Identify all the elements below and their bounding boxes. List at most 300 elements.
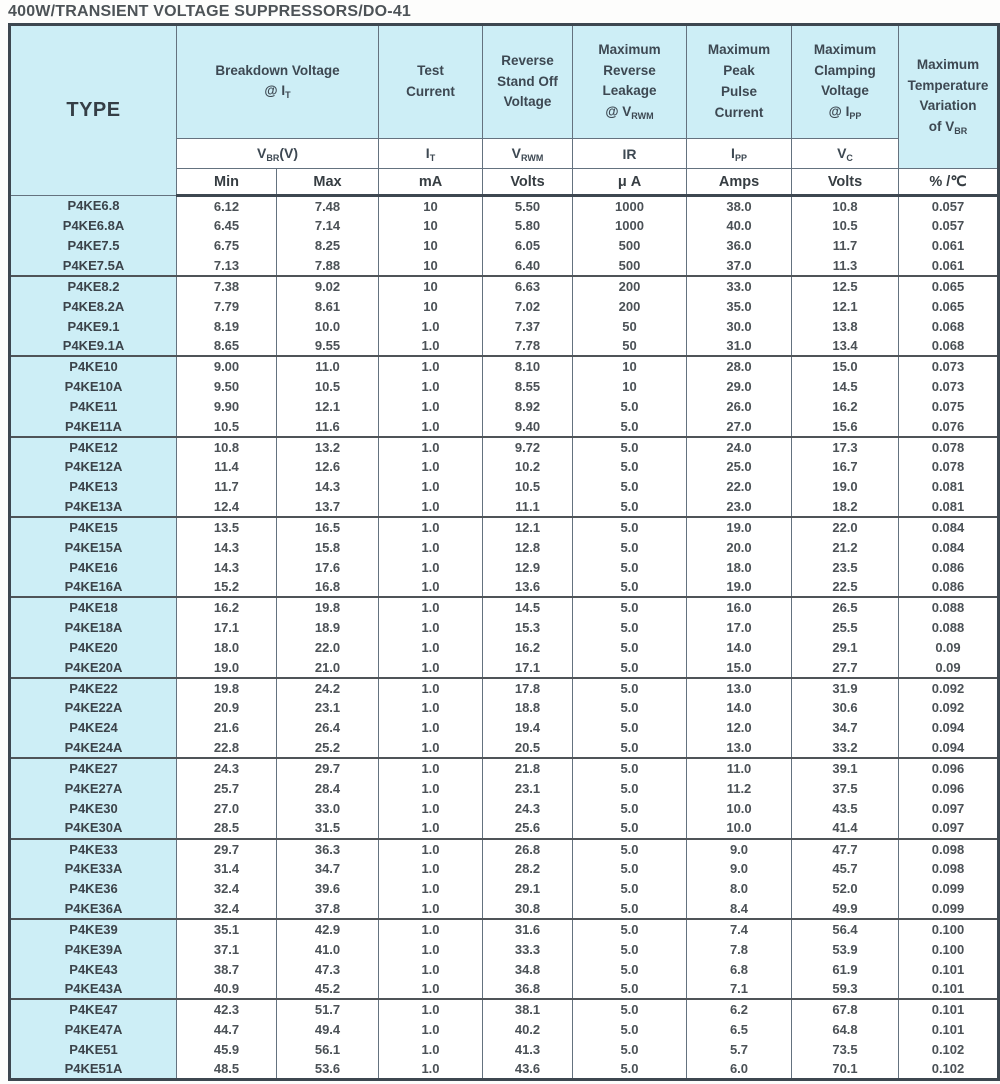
value-cell: 24.2 <box>277 678 379 698</box>
header-text: Clamping <box>814 62 876 78</box>
value-cell: 30.6 <box>792 698 899 718</box>
table-row <box>10 919 999 939</box>
value-cell: 16.0 <box>687 597 792 617</box>
value-cell: 5.80 <box>483 216 573 236</box>
value-cell: 10.2 <box>483 457 573 477</box>
table-row <box>10 396 999 416</box>
value-cell: 1000 <box>573 196 687 216</box>
value-cell: 10.0 <box>277 316 379 336</box>
part-type-cell: P4KE12A <box>10 457 177 477</box>
value-cell: 31.9 <box>792 678 899 698</box>
value-cell: 17.1 <box>177 617 277 637</box>
part-type-cell: P4KE10A <box>10 376 177 396</box>
table-row <box>10 316 999 336</box>
value-cell: 5.0 <box>573 658 687 678</box>
part-type-cell: P4KE20 <box>10 638 177 658</box>
value-cell: 40.2 <box>483 1019 573 1039</box>
table-row <box>10 597 999 617</box>
value-cell: 0.073 <box>899 356 999 376</box>
header-max-temp-variation <box>899 25 999 169</box>
value-cell: 1.0 <box>379 939 483 959</box>
value-cell: 1.0 <box>379 999 483 1019</box>
value-cell: 22.5 <box>792 577 899 597</box>
value-cell: 7.48 <box>277 196 379 216</box>
header-text: Peak <box>723 63 755 79</box>
value-cell: 28.2 <box>483 859 573 879</box>
header-text: Maximum <box>598 41 661 57</box>
header-text: Pulse <box>720 84 758 99</box>
value-cell: 26.0 <box>687 396 792 416</box>
value-cell: 0.061 <box>899 256 999 276</box>
value-cell: 25.6 <box>483 818 573 838</box>
value-cell: 0.09 <box>899 638 999 658</box>
value-cell: 0.068 <box>899 336 999 356</box>
value-cell: 11.7 <box>792 236 899 256</box>
value-cell: 9.72 <box>483 437 573 457</box>
value-cell: 10 <box>379 296 483 316</box>
value-cell: 1.0 <box>379 678 483 698</box>
value-cell: 40.9 <box>177 979 277 999</box>
value-cell: 27.7 <box>792 658 899 678</box>
value-cell: 41.4 <box>792 818 899 838</box>
value-cell: 12.1 <box>792 296 899 316</box>
value-cell: 6.2 <box>687 999 792 1019</box>
subscript: T <box>285 90 291 101</box>
value-cell: 0.092 <box>899 678 999 698</box>
value-cell: 1.0 <box>379 738 483 758</box>
value-cell: 41.3 <box>483 1039 573 1059</box>
value-cell: 10 <box>379 216 483 236</box>
part-type-cell: P4KE43 <box>10 959 177 979</box>
value-cell: 14.3 <box>277 477 379 497</box>
header-text: Maximum <box>916 56 980 72</box>
table-row <box>10 617 999 637</box>
value-cell: 7.13 <box>177 256 277 276</box>
value-cell: 1.0 <box>379 638 483 658</box>
value-cell: 47.3 <box>277 959 379 979</box>
part-type-cell: P4KE33A <box>10 859 177 879</box>
value-cell: 31.5 <box>277 818 379 838</box>
part-type-cell: P4KE13 <box>10 477 177 497</box>
value-cell: 7.79 <box>177 296 277 316</box>
value-cell: 0.092 <box>899 698 999 718</box>
value-cell: 21.0 <box>277 658 379 678</box>
value-cell: 19.0 <box>687 517 792 537</box>
part-type-cell: P4KE16A <box>10 577 177 597</box>
value-cell: 10.8 <box>177 437 277 457</box>
table-row <box>10 738 999 758</box>
value-cell: 28.0 <box>687 356 792 376</box>
symbol-vrwm <box>483 139 573 169</box>
value-cell: 24.3 <box>177 758 277 778</box>
value-cell: 5.0 <box>573 597 687 617</box>
header-text: Breakdown Voltage <box>215 62 340 78</box>
value-cell: 17.6 <box>277 557 379 577</box>
value-cell: 5.0 <box>573 678 687 698</box>
value-cell: 9.0 <box>687 859 792 879</box>
subscript: BR <box>954 126 968 137</box>
value-cell: 29.1 <box>792 638 899 658</box>
value-cell: 6.0 <box>687 1060 792 1080</box>
value-cell: 200 <box>573 296 687 316</box>
value-cell: 34.8 <box>483 959 573 979</box>
value-cell: 0.075 <box>899 396 999 416</box>
value-cell: 0.057 <box>899 216 999 236</box>
value-cell: 1.0 <box>379 577 483 597</box>
value-cell: 73.5 <box>792 1039 899 1059</box>
value-cell: 1.0 <box>379 336 483 356</box>
value-cell: 30.8 <box>483 899 573 919</box>
table-row <box>10 537 999 557</box>
value-cell: 32.4 <box>177 879 277 899</box>
value-cell: 5.0 <box>573 1019 687 1039</box>
value-cell: 14.5 <box>792 376 899 396</box>
table-row <box>10 939 999 959</box>
unit-pct-c: % /℃ <box>899 169 999 196</box>
value-cell: 1.0 <box>379 1060 483 1080</box>
table-row <box>10 979 999 999</box>
value-cell: 13.6 <box>483 577 573 597</box>
value-cell: 6.45 <box>177 216 277 236</box>
value-cell: 0.096 <box>899 758 999 778</box>
type-column-header: TYPE <box>10 25 177 196</box>
value-cell: 1.0 <box>379 557 483 577</box>
value-cell: 1.0 <box>379 316 483 336</box>
header-text: of V <box>928 119 955 135</box>
value-cell: 0.086 <box>899 577 999 597</box>
table-row <box>10 718 999 738</box>
value-cell: 9.00 <box>177 356 277 376</box>
value-cell: 10.0 <box>687 818 792 838</box>
part-type-cell: P4KE11A <box>10 417 177 437</box>
value-cell: 15.6 <box>792 417 899 437</box>
value-cell: 34.7 <box>277 859 379 879</box>
value-cell: 5.50 <box>483 196 573 216</box>
value-cell: 1.0 <box>379 356 483 376</box>
value-cell: 34.7 <box>792 718 899 738</box>
value-cell: 56.1 <box>277 1039 379 1059</box>
part-type-cell: P4KE10 <box>10 356 177 376</box>
part-type-cell: P4KE11 <box>10 396 177 416</box>
value-cell: 1.0 <box>379 1039 483 1059</box>
symbol-text: V <box>511 144 521 161</box>
value-cell: 13.7 <box>277 497 379 517</box>
value-cell: 0.081 <box>899 477 999 497</box>
value-cell: 23.5 <box>792 557 899 577</box>
value-cell: 7.4 <box>687 919 792 939</box>
part-type-cell: P4KE27A <box>10 778 177 798</box>
unit-amps: Amps <box>687 169 792 196</box>
value-cell: 50 <box>573 316 687 336</box>
value-cell: 12.1 <box>277 396 379 416</box>
table-header <box>10 25 999 196</box>
value-cell: 9.55 <box>277 336 379 356</box>
table-row <box>10 678 999 698</box>
part-type-cell: P4KE33 <box>10 839 177 859</box>
header-text: Current <box>714 104 764 120</box>
value-cell: 33.0 <box>687 276 792 296</box>
value-cell: 11.3 <box>792 256 899 276</box>
value-cell: 40.0 <box>687 216 792 236</box>
value-cell: 1.0 <box>379 839 483 859</box>
value-cell: 70.1 <box>792 1060 899 1080</box>
value-cell: 1000 <box>573 216 687 236</box>
value-cell: 52.0 <box>792 879 899 899</box>
subscript: RWM <box>521 152 544 163</box>
header-max-reverse-leakage <box>573 25 687 139</box>
part-type-cell: P4KE30A <box>10 818 177 838</box>
value-cell: 5.7 <box>687 1039 792 1059</box>
part-type-cell: P4KE22 <box>10 678 177 698</box>
part-type-cell: P4KE22A <box>10 698 177 718</box>
value-cell: 12.8 <box>483 537 573 557</box>
value-cell: 5.0 <box>573 798 687 818</box>
value-cell: 29.7 <box>277 758 379 778</box>
value-cell: 8.10 <box>483 356 573 376</box>
value-cell: 16.7 <box>792 457 899 477</box>
value-cell: 5.0 <box>573 758 687 778</box>
value-cell: 7.38 <box>177 276 277 296</box>
value-cell: 10.5 <box>177 417 277 437</box>
value-cell: 10 <box>573 356 687 376</box>
value-cell: 6.12 <box>177 196 277 216</box>
part-type-cell: P4KE16 <box>10 557 177 577</box>
value-cell: 22.0 <box>687 477 792 497</box>
value-cell: 30.0 <box>687 316 792 336</box>
value-cell: 5.0 <box>573 517 687 537</box>
value-cell: 41.0 <box>277 939 379 959</box>
value-cell: 5.0 <box>573 999 687 1019</box>
value-cell: 16.2 <box>792 396 899 416</box>
part-type-cell: P4KE8.2 <box>10 276 177 296</box>
value-cell: 8.61 <box>277 296 379 316</box>
value-cell: 29.0 <box>687 376 792 396</box>
part-type-cell: P4KE47A <box>10 1019 177 1039</box>
value-cell: 5.0 <box>573 859 687 879</box>
header-text: Leakage <box>602 83 657 99</box>
value-cell: 56.4 <box>792 919 899 939</box>
value-cell: 12.4 <box>177 497 277 517</box>
table-row <box>10 517 999 537</box>
value-cell: 1.0 <box>379 778 483 798</box>
subscript: T <box>429 152 436 163</box>
value-cell: 1.0 <box>379 597 483 617</box>
header-max-clamping-voltage <box>792 25 899 139</box>
value-cell: 1.0 <box>379 537 483 557</box>
header-text: Maximum <box>707 42 771 58</box>
header-reverse-standoff-voltage <box>483 25 573 139</box>
value-cell: 0.101 <box>899 979 999 999</box>
header-text: Variation <box>919 98 977 114</box>
value-cell: 38.1 <box>483 999 573 1019</box>
table-body <box>10 196 999 1080</box>
table-row <box>10 216 999 236</box>
value-cell: 5.0 <box>573 839 687 859</box>
table-row <box>10 798 999 818</box>
table-row <box>10 417 999 437</box>
value-cell: 10.5 <box>277 376 379 396</box>
value-cell: 10.0 <box>687 798 792 818</box>
value-cell: 53.6 <box>277 1060 379 1080</box>
value-cell: 51.7 <box>277 999 379 1019</box>
table-row <box>10 839 999 859</box>
value-cell: 21.6 <box>177 718 277 738</box>
header-breakdown-voltage <box>177 25 379 139</box>
value-cell: 64.8 <box>792 1019 899 1039</box>
table-row <box>10 638 999 658</box>
value-cell: 14.3 <box>177 557 277 577</box>
value-cell: 9.0 <box>687 839 792 859</box>
header-text: @ I <box>264 83 286 99</box>
table-row <box>10 758 999 778</box>
part-type-cell: P4KE27 <box>10 758 177 778</box>
value-cell: 13.4 <box>792 336 899 356</box>
value-cell: 5.0 <box>573 417 687 437</box>
unit-ua: μ A <box>573 169 687 196</box>
part-type-cell: P4KE47 <box>10 999 177 1019</box>
value-cell: 7.02 <box>483 296 573 316</box>
value-cell: 8.0 <box>687 879 792 899</box>
value-cell: 8.19 <box>177 316 277 336</box>
value-cell: 5.0 <box>573 698 687 718</box>
value-cell: 31.0 <box>687 336 792 356</box>
value-cell: 14.3 <box>177 537 277 557</box>
value-cell: 10 <box>379 196 483 216</box>
value-cell: 44.7 <box>177 1019 277 1039</box>
value-cell: 1.0 <box>379 376 483 396</box>
value-cell: 15.8 <box>277 537 379 557</box>
value-cell: 0.094 <box>899 738 999 758</box>
value-cell: 33.2 <box>792 738 899 758</box>
value-cell: 0.098 <box>899 839 999 859</box>
value-cell: 15.0 <box>792 356 899 376</box>
value-cell: 5.0 <box>573 638 687 658</box>
value-cell: 13.0 <box>687 678 792 698</box>
value-cell: 20.0 <box>687 537 792 557</box>
part-type-cell: P4KE51 <box>10 1039 177 1059</box>
table-row <box>10 276 999 296</box>
value-cell: 17.0 <box>687 617 792 637</box>
value-cell: 1.0 <box>379 617 483 637</box>
value-cell: 6.8 <box>687 959 792 979</box>
header-group-row <box>10 25 999 139</box>
part-type-cell: P4KE36 <box>10 879 177 899</box>
value-cell: 5.0 <box>573 1039 687 1059</box>
value-cell: 0.098 <box>899 859 999 879</box>
value-cell: 36.8 <box>483 979 573 999</box>
part-type-cell: P4KE24A <box>10 738 177 758</box>
value-cell: 29.7 <box>177 839 277 859</box>
value-cell: 0.068 <box>899 316 999 336</box>
value-cell: 17.8 <box>483 678 573 698</box>
value-cell: 500 <box>573 256 687 276</box>
value-cell: 11.4 <box>177 457 277 477</box>
value-cell: 61.9 <box>792 959 899 979</box>
value-cell: 19.0 <box>687 577 792 597</box>
value-cell: 5.0 <box>573 738 687 758</box>
subscript: PP <box>849 111 862 122</box>
value-cell: 6.63 <box>483 276 573 296</box>
value-cell: 7.78 <box>483 336 573 356</box>
value-cell: 26.4 <box>277 718 379 738</box>
table-row <box>10 658 999 678</box>
value-cell: 39.6 <box>277 879 379 899</box>
value-cell: 10.5 <box>792 216 899 236</box>
value-cell: 11.6 <box>277 417 379 437</box>
tvs-spec-table <box>8 23 1000 1081</box>
table-row <box>10 296 999 316</box>
part-type-cell: P4KE39 <box>10 919 177 939</box>
value-cell: 33.3 <box>483 939 573 959</box>
value-cell: 50 <box>573 336 687 356</box>
value-cell: 49.9 <box>792 899 899 919</box>
part-type-cell: P4KE18A <box>10 617 177 637</box>
value-cell: 1.0 <box>379 517 483 537</box>
value-cell: 24.3 <box>483 798 573 818</box>
part-type-cell: P4KE43A <box>10 979 177 999</box>
value-cell: 37.8 <box>277 899 379 919</box>
value-cell: 12.9 <box>483 557 573 577</box>
value-cell: 1.0 <box>379 899 483 919</box>
part-type-cell: P4KE6.8A <box>10 216 177 236</box>
value-cell: 5.0 <box>573 557 687 577</box>
header-text: Reverse <box>501 52 554 68</box>
value-cell: 5.0 <box>573 497 687 517</box>
unit-ma: mA <box>379 169 483 196</box>
table-row <box>10 778 999 798</box>
value-cell: 67.8 <box>792 999 899 1019</box>
value-cell: 15.0 <box>687 658 792 678</box>
value-cell: 9.40 <box>483 417 573 437</box>
value-cell: 1.0 <box>379 718 483 738</box>
value-cell: 28.4 <box>277 778 379 798</box>
value-cell: 1.0 <box>379 658 483 678</box>
page-title: 400W/TRANSIENT VOLTAGE SUPPRESSORS/DO-41 <box>8 3 412 20</box>
table-row <box>10 1019 999 1039</box>
value-cell: 13.2 <box>277 437 379 457</box>
value-cell: 19.8 <box>277 597 379 617</box>
value-cell: 18.0 <box>687 557 792 577</box>
value-cell: 1.0 <box>379 798 483 818</box>
value-cell: 8.55 <box>483 376 573 396</box>
table-row <box>10 879 999 899</box>
value-cell: 0.102 <box>899 1060 999 1080</box>
value-cell: 42.3 <box>177 999 277 1019</box>
symbol-ipp <box>687 139 792 169</box>
header-text: @ I <box>828 104 850 120</box>
subscript: PP <box>734 152 747 163</box>
value-cell: 1.0 <box>379 959 483 979</box>
value-cell: 14.5 <box>483 597 573 617</box>
value-cell: 37.0 <box>687 256 792 276</box>
value-cell: 0.09 <box>899 658 999 678</box>
value-cell: 32.4 <box>177 899 277 919</box>
value-cell: 10 <box>379 256 483 276</box>
value-cell: 43.6 <box>483 1060 573 1080</box>
value-cell: 1.0 <box>379 437 483 457</box>
value-cell: 22.0 <box>277 638 379 658</box>
value-cell: 5.0 <box>573 979 687 999</box>
header-text: @ V <box>605 104 632 120</box>
value-cell: 11.2 <box>687 778 792 798</box>
value-cell: 37.5 <box>792 778 899 798</box>
value-cell: 17.3 <box>792 437 899 457</box>
value-cell: 12.6 <box>277 457 379 477</box>
value-cell: 0.057 <box>899 196 999 216</box>
value-cell: 6.75 <box>177 236 277 256</box>
value-cell: 10.8 <box>792 196 899 216</box>
table-row <box>10 899 999 919</box>
